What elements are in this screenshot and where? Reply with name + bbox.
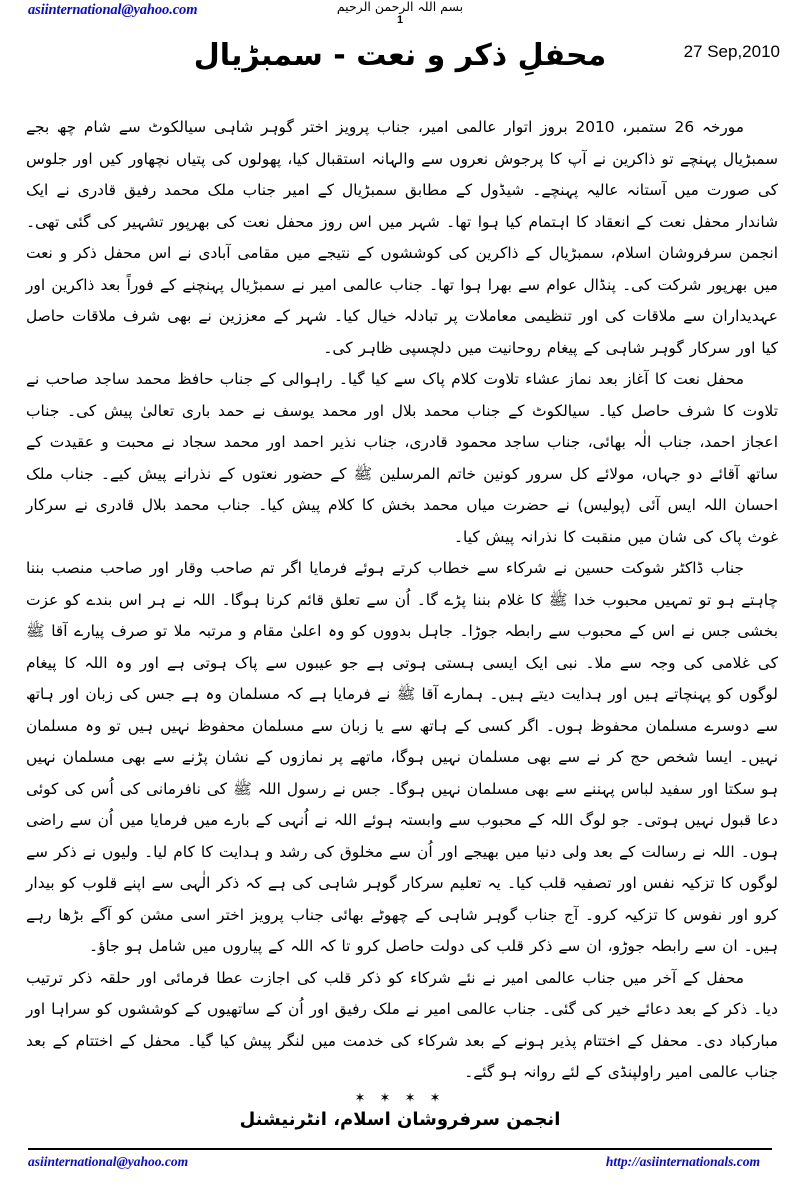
body-paragraph: محفل کے آخر میں جناب عالمی امیر نے نئے شرکاء کو ذکر قلب کی اجازت عطا فرمائی اور حلقہ ذکر ترتیب دیا۔ ذکر کے بعد دعائے خیر کی گئی۔ جناب عالمی امیر نے ملک رفیق اور اُن کے ساتھیوں کے کوششوں کو سراہا اور مبارکباد دی۔ محفل کے اختتام پذیر ہونے کے بعد شرکاء کی خدمت میں لنگر پیش کیا گیا۔ محفل کے اختتام کے بعد جناب عالمی امیر راولپنڈی کے لئے روانہ ہو گئے۔ (26, 968, 778, 1081)
body-paragraph: محفل نعت کا آغاز بعد نماز عشاء تلاوت کلام پاک سے کیا گیا۔ راہوالی کے جناب حافظ محمد ساجد صاحب نے تلاوت کا شرف حاصل کیا۔ سیالکوٹ کے جناب محمد بلال اور محمد یوسف نے حمد باری تعالیٰ پیش کی۔ جناب اعجاز احمد، جناب الٰہ بھائی، جناب ساجد محمود قادری، جناب نذیر احمد اور محمد سجاد نے محبت و عقیدت کے ساتھ آقائے دو جہاں، مولائے کل سرور کونین خاتم المرسلین ﷺ کے حضور نعتوں کے نذرانے پیش کیے۔ جناب ملک احسان اللہ ایس آئی (پولیس) نے حضرت میاں محمد بخش کا کلام پیش کیا۔ جناب محمد بلال قادری نے سرکار غوث پاک کی شان میں منقبت کا نذرانہ پیش کیا۔ (26, 370, 778, 546)
footer-email-link[interactable]: asiinternational@yahoo.com (28, 1154, 189, 1169)
ornament-divider: ✶ ✶ ✶ ✶ (354, 1091, 446, 1106)
document-footer (28, 1154, 772, 1170)
document-date: 27 Sep,2010 (683, 42, 780, 61)
body-paragraph: جناب ڈاکٹر شوکت حسین نے شرکاء سے خطاب کرتے ہوئے فرمایا اگر تم صاحب وقار اور صاحب منصب بننا چاہتے ہو تو تمہیں محبوب خدا ﷺ کا غلام بننا پڑے گا۔ اُن سے تعلق قائم کرنا ہوگا۔ اللہ نے ہر اس بندے کو عزت بخشی جس نے اس کے محبوب سے رابطہ جوڑا۔ جاہل بدووں کو وہ اعلیٰ مقام و مرتبہ ملا تو صرف پیارے آقا ﷺ کی غلامی کی وجہ سے ملا۔ نبی ایک ایسی ہستی ہوتی ہے جو عیبوں سے پاک ہوتی ہے اور وہ اللہ کا پیغام لوگوں کو پہنچاتے ہیں اور ہدایت دیتے ہیں۔ ہمارے آقا ﷺ نے فرمایا ہے کہ مسلمان وہ ہے جس کی زبان اور ہاتھ سے دوسرے مسلمان محفوظ ہوں۔ اگر کسی کے ہاتھ سے یا زبان سے مسلمان محفوظ نہیں ہیں تو وہ مسلمان نہیں۔ ایسا شخص حج کر نے سے بھی مسلمان نہیں ہوگا، ماتھے پر نمازوں کے نشان پڑنے سے بھی مسلمان نہیں ہو سکتا اور سفید لباس پہننے سے بھی مسلمان نہیں ہوگا۔ جس نے رسول اللہ ﷺ کی نافرمانی کی اُس کی کوئی دعا قبول نہیں ہوتی۔ جو لوگ اللہ کے محبوب سے وابستہ ہوئے اللہ نے اُنہی کے بارے میں فرمایا میں اُن سے راضی ہوں۔ اللہ نے رسالت کے بعد ولی دنیا میں بھیجے اور اُن سے مخلوق کی رشد و ہدایت کا کام لیا۔ ولیوں نے ذکر سے لوگوں کا تزکیہ نفس اور تصفیہ قلب کیا۔ یہ تعلیم سرکار گوہر شاہی کی ہے کہ ذکر الٰہی سے اپنے قلوب کو بیدار کرو اور نفوس کا تزکیہ کرو۔ آج جناب گوہر شاہی کے چھوٹے بھائی جناب پرویز اختر اسی مشن کو آگے بڑھا رہے ہیں۔ ان سے رابطہ جوڑو، ان سے ذکر قلب کی دولت حاصل کرو تا کہ اللہ کے پیاروں میں شامل ہو جاؤ۔ (26, 559, 778, 955)
header-email-link[interactable]: asiinternational@yahoo.com (28, 2, 198, 18)
page-number: 1 (396, 14, 404, 26)
organization-name: انجمن سرفروشان اسلام، انٹرنیشنل (239, 1109, 561, 1130)
footer-website-link[interactable]: http://asiinternationals.com (605, 1154, 760, 1169)
document-body (26, 112, 778, 1089)
body-paragraph: مورخہ 26 ستمبر، 2010 بروز اتوار عالمی امیر، جناب پرویز اختر گوہر شاہی سیالکوٹ سے شام چھ بجے سمبڑیال پہنچے تو ذاکرین نے آپ کا پرجوش نعروں سے والہانہ استقبال کیا، پھولوں کی پتیاں نچھاور کیں اور جلوس کی صورت میں آستانہ عالیہ پہنچے۔ شیڈول کے مطابق سمبڑیال کے امیر جناب ملک محمد رفیق قادری نے ایک شاندار محفل نعت کے انعقاد کا اہتمام کیا ہوا تھا۔ شہر میں اس روز محفل نعت کی بھرپور تشہیر کی گئی تھی۔ انجمن سرفروشان اسلام، سمبڑیال کے ذاکرین کی کوششوں کے نتیجے میں مقامی آبادی نے اس محفل ذکر و نعت میں بھرپور شرکت کی۔ پنڈال عوام سے بھرا ہوا تھا۔ جناب عالمی امیر نے سمبڑیال پہنچنے کے فوراً بعد ذاکرین اور عہدیداران سے ملاقات کی اور تنظیمی معاملات پر تبادلہ خیال کیا۔ شہر کے معززین نے بھی شرف ملاقات حاصل کیا اور سرکار گوہر شاہی کے پیغام روحانیت میں دلچسپی ظاہر کی۔ (26, 118, 778, 357)
bismillah-text: بسم اللہ الرحمن الرحیم (336, 0, 464, 14)
footer-divider (28, 1148, 772, 1150)
document-header (0, 0, 800, 108)
page-title: محفلِ ذکر و نعت - سمبڑیال (193, 38, 607, 73)
